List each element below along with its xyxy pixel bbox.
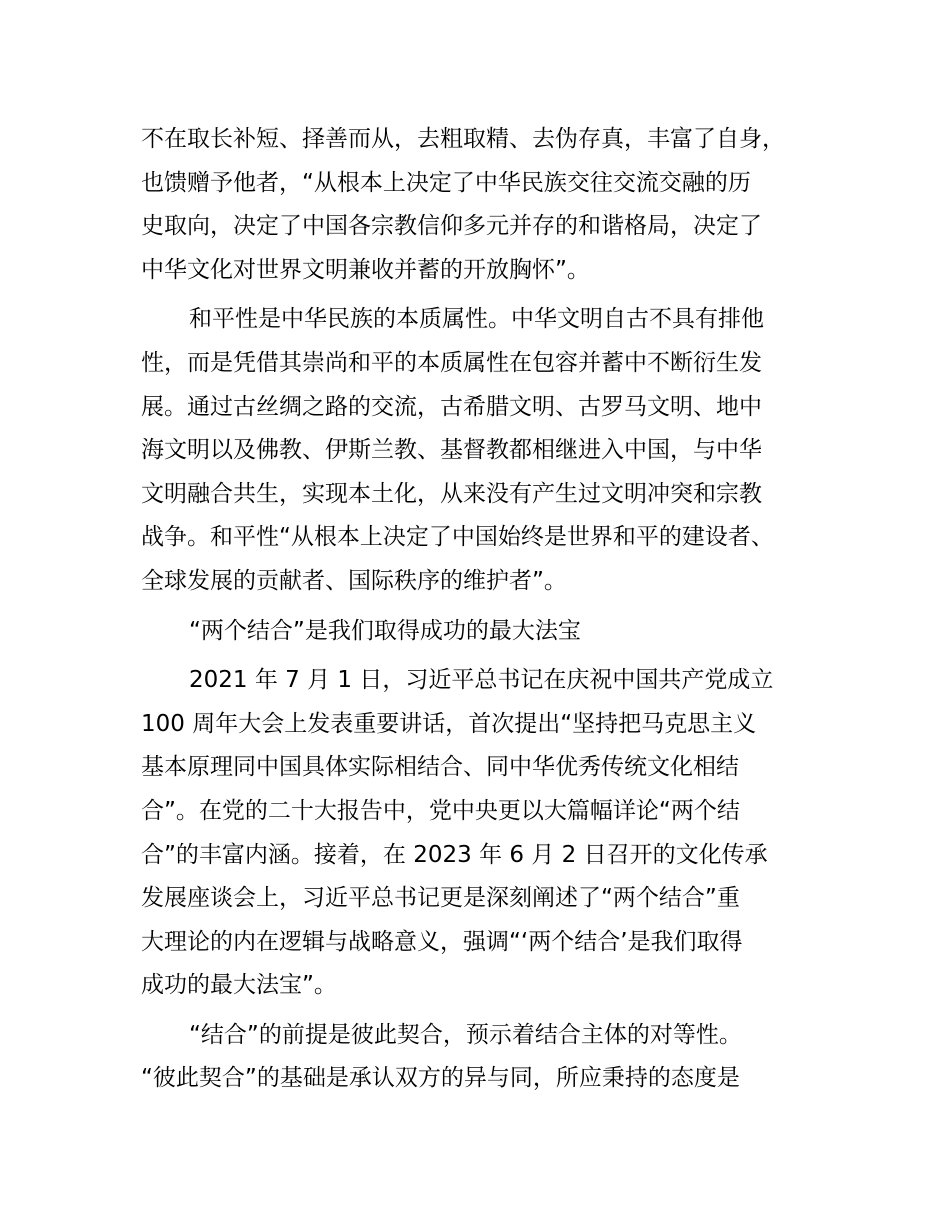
paragraph-peacefulness xyxy=(141,298,831,603)
paragraph-combination-premise xyxy=(141,1014,831,1101)
document-body xyxy=(141,118,831,1107)
text-line: 海文明以及佛教、伊斯兰教、基督教都相继进入中国，与中华 xyxy=(141,437,762,464)
text-line: 也馈赠予他者，“从根本上决定了中华民族交往交流交融的历 xyxy=(141,169,751,196)
section-heading-text: “两个结合”是我们取得成功的最大法宝 xyxy=(189,617,581,644)
text-line: 和平性是中华民族的本质属性。中华文明自古不具有排他 xyxy=(189,306,764,333)
text-line: “彼此契合”的基础是承认双方的异与同，所应秉持的态度是 xyxy=(141,1065,740,1092)
section-heading xyxy=(141,610,831,654)
text-line: 基本原理同中国具体实际相结合、同中华优秀传统文化相结 xyxy=(141,754,739,781)
text-line: 发展座谈会上，习近平总书记更是深刻阐述了“两个结合”重 xyxy=(141,885,740,912)
text-line: 文明融合共生，实现本土化，从来没有产生过文明冲突和宗教 xyxy=(141,480,762,507)
text-line: 全球发展的贡献者、国际秩序的维护者”。 xyxy=(141,567,567,594)
text-line: 展。通过古丝绸之路的交流，古希腊文明、古罗马文明、地中 xyxy=(141,393,762,420)
text-line: 2021 年 7 月 1 日，习近平总书记在庆祝中国共产党成立 xyxy=(189,667,774,694)
text-line: 大理论的内在逻辑与战略意义，强调“‘两个结合’是我们取得 xyxy=(141,928,743,955)
text-line: 中华文化对世界文明兼收并蓄的开放胸怀”。 xyxy=(141,256,590,283)
text-line: 不在取长补短、择善而从，去粗取精、去伪存真，丰富了自身， xyxy=(141,126,785,152)
paragraph-two-combinations xyxy=(141,659,831,1008)
text-line: 合”的丰富内涵。接着，在 2023 年 6 月 2 日召开的文化传承 xyxy=(141,841,768,868)
paragraph-inclusiveness-conclusion xyxy=(141,118,831,292)
text-line: 战争。和平性“从根本上决定了中国始终是世界和平的建设者、 xyxy=(141,524,774,551)
text-line: 100 周年大会上发表重要讲话，首次提出“坚持把马克思主义 xyxy=(141,710,757,737)
text-line: 合”。在党的二十大报告中，党中央更以大篇幅详论“两个结 xyxy=(141,797,740,824)
text-line: 史取向，决定了中国各宗教信仰多元并存的和谐格局，决定了 xyxy=(141,213,762,240)
text-line: 成功的最大法宝”。 xyxy=(141,972,337,999)
text-line: 性，而是凭借其崇尚和平的本质属性在包容并蓄中不断衍生发 xyxy=(141,349,762,376)
text-line: “结合”的前提是彼此契合，预示着结合主体的对等性。 xyxy=(189,1021,742,1048)
